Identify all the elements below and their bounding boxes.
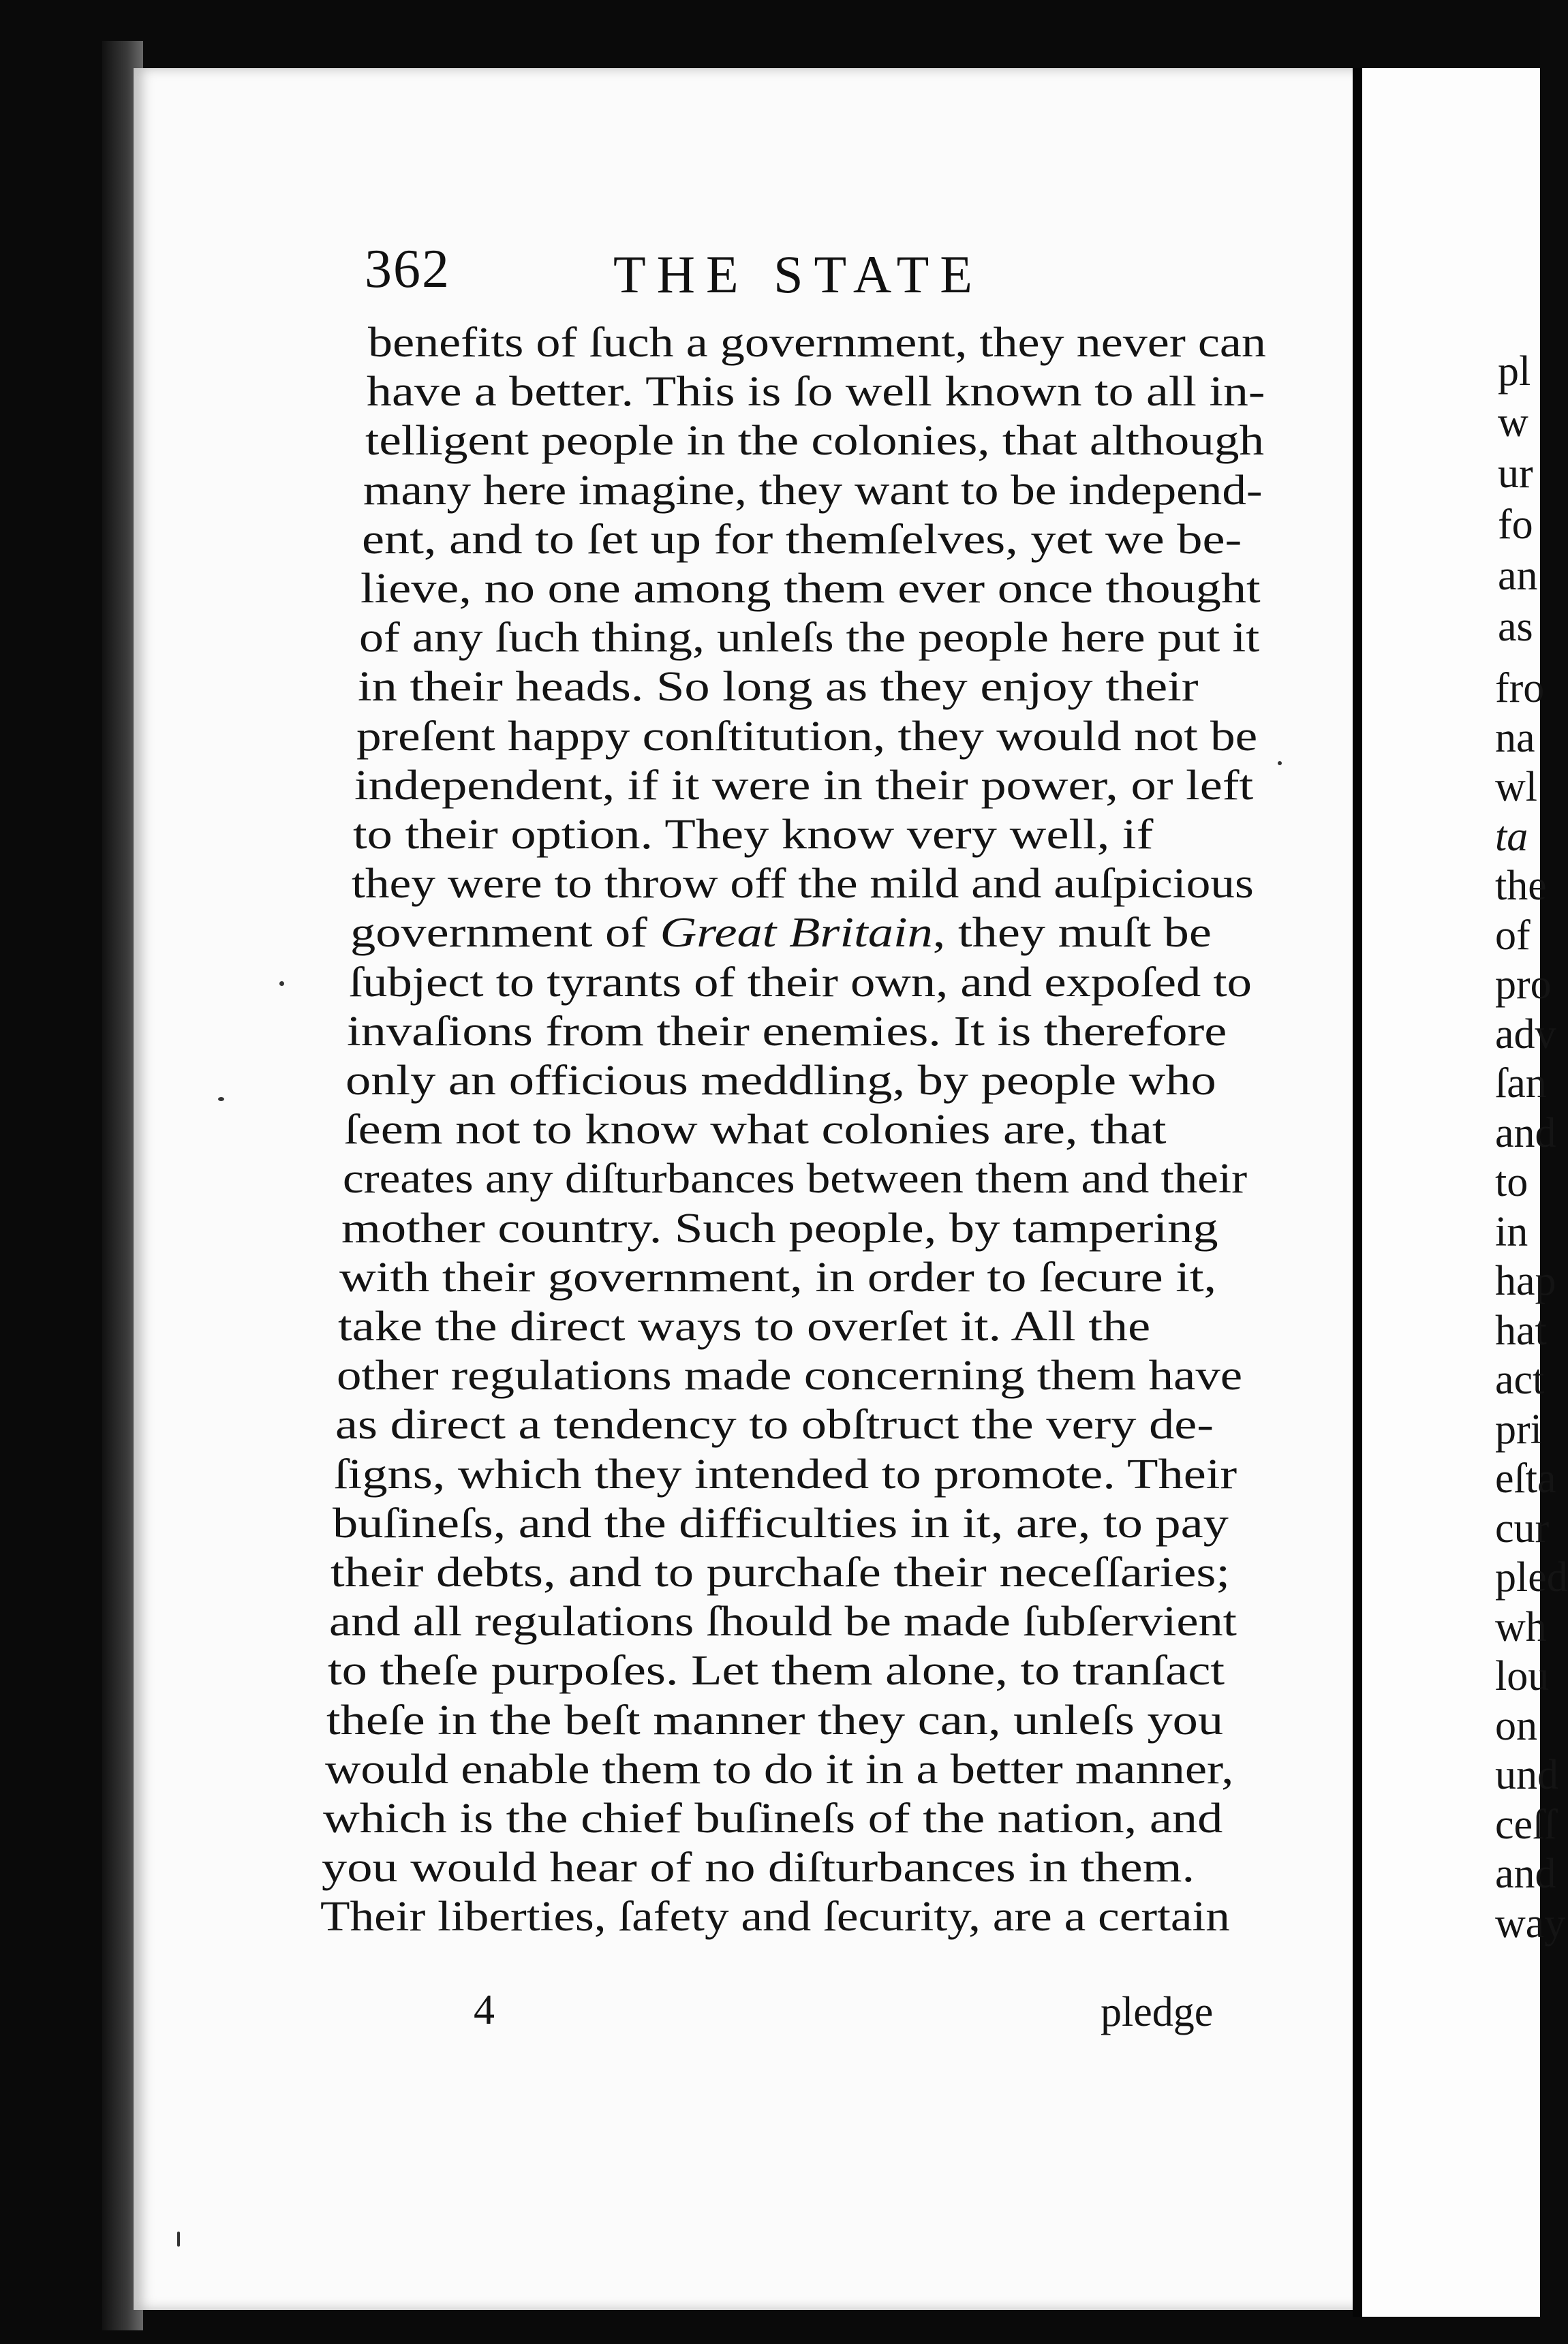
- facing-page-fragment: act: [1495, 1357, 1545, 1403]
- facing-page-fragment: hap: [1495, 1258, 1556, 1304]
- facing-page-fragment: in: [1495, 1208, 1528, 1255]
- facing-page-fragment: ur: [1498, 450, 1533, 497]
- text-line: ent, and to ſet up for themſelves, yet we be-: [362, 516, 1242, 563]
- facing-page-fragment: way: [1495, 1900, 1566, 1947]
- scan-speck: [177, 2232, 180, 2247]
- facing-page-fragment: ſan: [1495, 1060, 1547, 1107]
- facing-page-fragment: ta: [1495, 813, 1528, 860]
- text-line: they were to throw off the mild and auſpicious: [351, 861, 1254, 908]
- text-line: benefits of ſuch a government, they never can: [368, 320, 1266, 366]
- facing-page-fragment: fo: [1498, 502, 1533, 548]
- text-line: their debts, and to purchaſe their neceſſaries;: [330, 1549, 1231, 1596]
- facing-page-fragment: of: [1495, 912, 1531, 959]
- text-line: ſubject to tyrants of their own, and expoſed to: [348, 959, 1252, 1006]
- facing-page-fragment: ceſſ: [1495, 1801, 1556, 1848]
- facing-page-fragment: and: [1495, 1109, 1556, 1156]
- facing-page-fragment: to: [1495, 1159, 1528, 1205]
- facing-page-fragment: wl: [1495, 764, 1537, 810]
- facing-page-fragment: adv: [1495, 1011, 1556, 1058]
- text-line: mother country. Such people, by tampering: [341, 1205, 1218, 1252]
- text-line: theſe in the beſt manner they can, unleſs you: [326, 1697, 1223, 1744]
- facing-page-fragment: as: [1498, 604, 1533, 650]
- scan-speck: [1278, 761, 1282, 765]
- text-line: would enable them to do it in a better manner,: [324, 1746, 1233, 1793]
- line-text: government of: [350, 910, 660, 957]
- text-line: buſineſs, and the difficulties in it, are, to pay: [332, 1500, 1229, 1547]
- facing-page-fragment: an: [1498, 553, 1538, 599]
- text-line: telligent people in the colonies, that although: [365, 418, 1264, 465]
- facing-page-fragment: und: [1495, 1752, 1558, 1798]
- line-text: , they muſt be: [932, 910, 1212, 957]
- scan-speck: [279, 981, 284, 986]
- text-line: ſeem not to know what colonies are, that: [344, 1107, 1167, 1154]
- italic-place-name: Great Britain: [660, 910, 933, 957]
- text-line: ſigns, which they intended to promote. Their: [333, 1451, 1237, 1498]
- text-line: many here imagine, they want to be independ-: [363, 467, 1263, 514]
- running-head: THE STATE: [613, 245, 983, 304]
- text-line: only an officious meddling, by people who: [345, 1058, 1216, 1104]
- facing-page-fragment: hat: [1495, 1307, 1547, 1354]
- signature-mark: 4: [474, 1987, 495, 2033]
- text-line: [350, 909, 1212, 957]
- facing-page-fragment: the: [1495, 863, 1547, 909]
- text-line: to theſe purpoſes. Let them alone, to tranſact: [327, 1648, 1225, 1695]
- page-number: 362: [365, 239, 450, 299]
- text-line: in their heads. So long as they enjoy their: [357, 664, 1199, 711]
- text-line: independent, if it were in their power, or left: [354, 762, 1254, 809]
- facing-page-fragment: eſta: [1495, 1455, 1556, 1502]
- text-line: take the direct ways to overſet it. All the: [338, 1304, 1151, 1350]
- facing-page-fragment: pro: [1495, 961, 1552, 1008]
- text-line: as direct a tendency to obſtruct the very de-: [335, 1402, 1214, 1449]
- facing-page-fragment: cur: [1495, 1505, 1550, 1552]
- text-line: invaſions from their enemies. It is therefore: [347, 1008, 1227, 1055]
- text-line: which is the chief buſineſs of the nation, and: [323, 1795, 1223, 1842]
- facing-page-fragment: wh: [1495, 1603, 1547, 1650]
- facing-page-fragment: pri: [1495, 1406, 1542, 1453]
- text-line: other regulations made concerning them have: [337, 1353, 1243, 1400]
- text-line: of any ſuch thing, unleſs the people here put it: [358, 615, 1260, 662]
- facing-page-fragment: na: [1495, 714, 1535, 761]
- text-line: have a better. This is ſo well known to all in-: [366, 369, 1265, 416]
- scan-speck: [218, 1097, 224, 1101]
- facing-page-fragment: w: [1498, 399, 1528, 446]
- text-line: creates any diſturbances between them and their: [342, 1156, 1247, 1203]
- text-line: lieve, no one among them ever once thought: [360, 566, 1261, 612]
- facing-page-fragment: pl: [1498, 348, 1531, 395]
- facing-page-fragment: on: [1495, 1702, 1537, 1749]
- text-line: you would hear of no diſturbances in them.: [322, 1845, 1195, 1892]
- text-line: to their option. They know very well, if: [353, 812, 1154, 858]
- text-line: with their government, in order to ſecure it,: [339, 1254, 1217, 1301]
- facing-page-fragment: pled: [1495, 1554, 1568, 1601]
- facing-page-fragment: fro: [1495, 665, 1545, 711]
- text-line: Their liberties, ſafety and ſecurity, are a certain: [320, 1894, 1230, 1941]
- facing-page-fragment: and: [1495, 1851, 1556, 1897]
- text-line: and all regulations ſhould be made ſubſervient: [329, 1599, 1237, 1646]
- facing-page-fragment: lou: [1495, 1653, 1550, 1699]
- catchword: pledge: [1101, 1989, 1214, 2035]
- text-line: preſent happy conſtitution, they would not be: [356, 713, 1257, 760]
